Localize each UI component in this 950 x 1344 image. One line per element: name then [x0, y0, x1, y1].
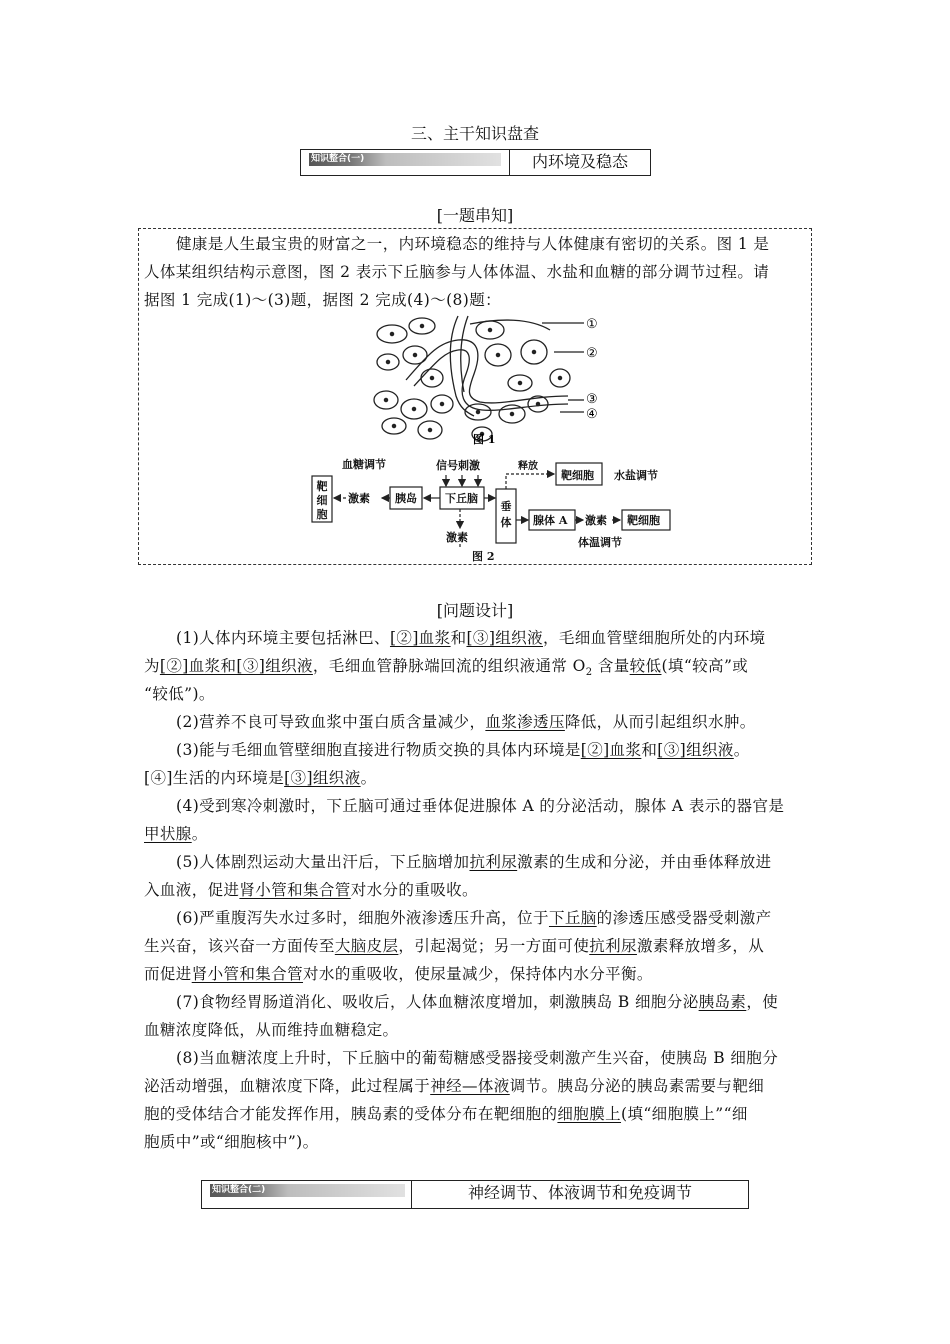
q5-text-d: 入血液，促进: [144, 881, 240, 899]
section2-title: 神经调节、体液调节和免疫调节: [467, 1183, 692, 1202]
fig1-label-3: ③: [586, 392, 598, 407]
fig1-label-2: ②: [586, 346, 598, 361]
q5-line-2: [144, 878, 478, 900]
fig2-hormone-right: 激素: [585, 514, 607, 527]
q3-line-2: [144, 766, 377, 788]
q6-text-k: 对水的重吸收，使尿量减少，保持体内水分平衡。: [303, 965, 653, 983]
q8-answer-neuro-humoral: 神经—体液: [430, 1077, 510, 1095]
q6-text-d: 生兴奋，该兴奋一方面传至: [144, 937, 335, 955]
figure-2-regulation-diagram: [300, 452, 700, 564]
q5-answer-adh: 抗利尿: [469, 853, 518, 871]
q4-line-1: (4)受到寒冷刺激时，下丘脑可通过垂体促进腺体 A 的分泌活动，腺体 A 表示的器官是: [176, 797, 785, 815]
section2-header: [201, 1180, 749, 1209]
q8-line-1: (8)当血糖浓度上升时，下丘脑中的葡萄糖感受器接受刺激产生兴奋，使胰岛 B 细胞分: [176, 1049, 779, 1067]
fig2-gland-a: 腺体 A: [533, 514, 568, 527]
q7-line-2: 血糖浓度降低，从而维持血糖稳定。: [144, 1021, 399, 1039]
fig1-label-1: ①: [586, 317, 598, 332]
q4-line-2: [144, 822, 208, 844]
q6-answer-hypothalamus: 下丘脑: [548, 909, 597, 927]
fig2-target-cell-left-char-3: 胞: [316, 508, 328, 521]
q3-text-a: (3)能与毛细血管壁细胞直接进行物质交换的具体内环境是: [176, 741, 581, 759]
q4-answer: 甲状腺: [144, 825, 192, 843]
q8-line-2: [144, 1074, 764, 1096]
q3-answer-cell-env: [③]组织液: [284, 769, 361, 787]
q1-o2-subscript: 2: [585, 667, 593, 679]
q6-answer-adh: 抗利尿: [589, 937, 637, 955]
q7-answer-insulin: 胰岛素: [698, 993, 747, 1011]
fig2-pituitary-char-2: 体: [500, 516, 512, 529]
q1-text-f: 为: [144, 657, 160, 675]
q1-line-1: [176, 626, 766, 648]
fig1-caption: 图 1: [473, 433, 496, 446]
section1-title: 内环境及稳态: [531, 152, 628, 171]
q8-line-3: [144, 1102, 748, 1124]
fig2-label-release: 释放: [518, 461, 538, 472]
figure-1-tissue-diagram: [370, 312, 640, 450]
q3-answer-plasma: [②]血浆: [580, 741, 642, 759]
q1-text-h: ，毛细血管静脉端回流的组织液通常 O: [312, 657, 586, 675]
q6-line-1: [176, 906, 772, 928]
fig2-target-cell-right: 靶细胞: [627, 514, 660, 527]
q5-line-1: [176, 850, 772, 872]
q6-text-h: 激素释放增多，从: [636, 937, 765, 955]
q6-text-a: (6)严重腹泻失水过多时，细胞外液渗透压升高，位于: [176, 909, 549, 927]
q1-line-2: [144, 654, 748, 678]
q1-answer-tissue-fluid: [③]组织液: [466, 629, 543, 647]
q3-text-c: 和: [641, 741, 658, 759]
q3-answer-tissue-fluid: [③]组织液: [657, 741, 734, 759]
intro-label: [一题串知]: [436, 206, 514, 225]
intro-line-3: 据图 1 完成(1)～(3)题，据图 2 完成(4)～(8)题：: [144, 291, 502, 309]
intro-line-1: 健康是人生最宝贵的财富之一，内环境稳态的维持与人体健康有密切的关系。图 1 是: [176, 235, 770, 253]
section2-tag: 知识整合(二): [210, 1184, 405, 1197]
fig1-label-4: ④: [586, 407, 598, 422]
fig2-label-water-salt: 水盐调节: [614, 469, 658, 482]
section1-tag: 知识整合(一): [309, 153, 501, 166]
q7-text-a: (7)食物经胃肠道消化、吸收后，人体血糖浓度增加，刺激胰岛 B 细胞分泌: [176, 993, 699, 1011]
q1-text-i: 含量: [592, 657, 630, 675]
q4-text-c: 。: [191, 825, 208, 843]
q5-text-c: 激素的生成和分泌，并由垂体释放进: [517, 853, 772, 871]
q8-text-b: 泌活动增强，血糖浓度下降，此过程属于: [144, 1077, 431, 1095]
fig2-label-blood-sugar: 血糖调节: [342, 458, 386, 471]
q5-text-f: 对水分的重吸收。: [350, 881, 478, 899]
fig2-islet: 胰岛: [395, 492, 417, 505]
q8-answer-membrane: 细胞膜上: [557, 1105, 622, 1123]
fig2-target-cell-left-char-1: 靶: [316, 480, 328, 493]
q8-line-4: 胞质中”或“细胞核中”)。: [144, 1133, 319, 1151]
section1-tag-cell: [301, 150, 510, 175]
question-label: [问题设计]: [436, 601, 514, 620]
q1-text-a: (1)人体内环境主要包括淋巴、: [176, 629, 390, 647]
fig2-hypothalamus: 下丘脑: [445, 492, 478, 505]
q1-line-3: “较低”)。: [144, 685, 215, 703]
q6-text-f: ，引起渴觉；另一方面可使: [398, 937, 590, 955]
fig2-target-cell-left-char-2: 细: [316, 494, 328, 507]
q6-text-c: 的渗透压感受器受刺激产: [596, 909, 772, 927]
q7-line-1: [176, 990, 778, 1012]
section-heading: 三、主干知识盘查: [410, 124, 539, 143]
q6-text-i: 而促进: [144, 965, 192, 983]
q7-text-c: ，使: [746, 993, 779, 1011]
q3-text-f: [④]生活的内环境是: [144, 769, 285, 787]
intro-line-2: 人体某组织结构示意图，图 2 表示下丘脑参与人体体温、水盐和血糖的部分调节过程。请: [144, 263, 770, 281]
fig2-caption: 图 2: [472, 550, 495, 563]
q6-answer-tubules: 肾小管和集合管: [191, 965, 304, 983]
fig2-hormone-bottom: 激素: [446, 531, 468, 544]
q3-text-e: 。: [733, 741, 750, 759]
q8-text-e: 胞的受体结合才能发挥作用，胰岛素的受体分布在靶细胞的: [144, 1105, 558, 1123]
q1-text-c: 和: [450, 629, 467, 647]
q1-answer-env: [②]血浆和[③]组织液: [159, 657, 313, 675]
fig2-hormone-left: 激素: [348, 492, 370, 505]
q1-text-e: ，毛细血管壁细胞所处的内环境: [542, 629, 766, 647]
fig2-label-body-temp: 体温调节: [578, 536, 622, 549]
q8-text-d: 调节。胰岛分泌的胰岛素需要与靶细: [509, 1077, 765, 1095]
q2-answer: 血浆渗透压: [485, 713, 565, 731]
q1-text-k: (填“较高”或: [661, 657, 749, 675]
fig2-pituitary-char-1: 垂: [500, 500, 512, 513]
section2-tag-cell: [202, 1181, 412, 1208]
q8-text-g: (填“细胞膜上”“细: [621, 1105, 748, 1123]
q1-answer-plasma: [②]血浆: [389, 629, 451, 647]
q6-line-3: [144, 962, 653, 984]
section1-header: [300, 149, 651, 176]
q2-text-a: (2)营养不良可导致血浆中蛋白质含量减少，: [176, 713, 486, 731]
q3-text-h: 。: [360, 769, 377, 787]
q6-line-2: [144, 934, 764, 956]
q2-line-1: [176, 710, 756, 732]
q5-answer-tubules: 肾小管和集合管: [239, 881, 351, 899]
q3-line-1: [176, 738, 750, 760]
q5-text-a: (5)人体剧烈运动大量出汗后，下丘脑增加: [176, 853, 470, 871]
fig2-label-signal: 信号刺激: [436, 459, 480, 472]
q2-text-c: 降低，从而引起组织水肿。: [564, 713, 756, 731]
fig2-target-cell-top: 靶细胞: [561, 469, 594, 482]
q1-answer-lower: 较低: [629, 657, 662, 675]
q6-answer-cortex: 大脑皮层: [334, 937, 399, 955]
